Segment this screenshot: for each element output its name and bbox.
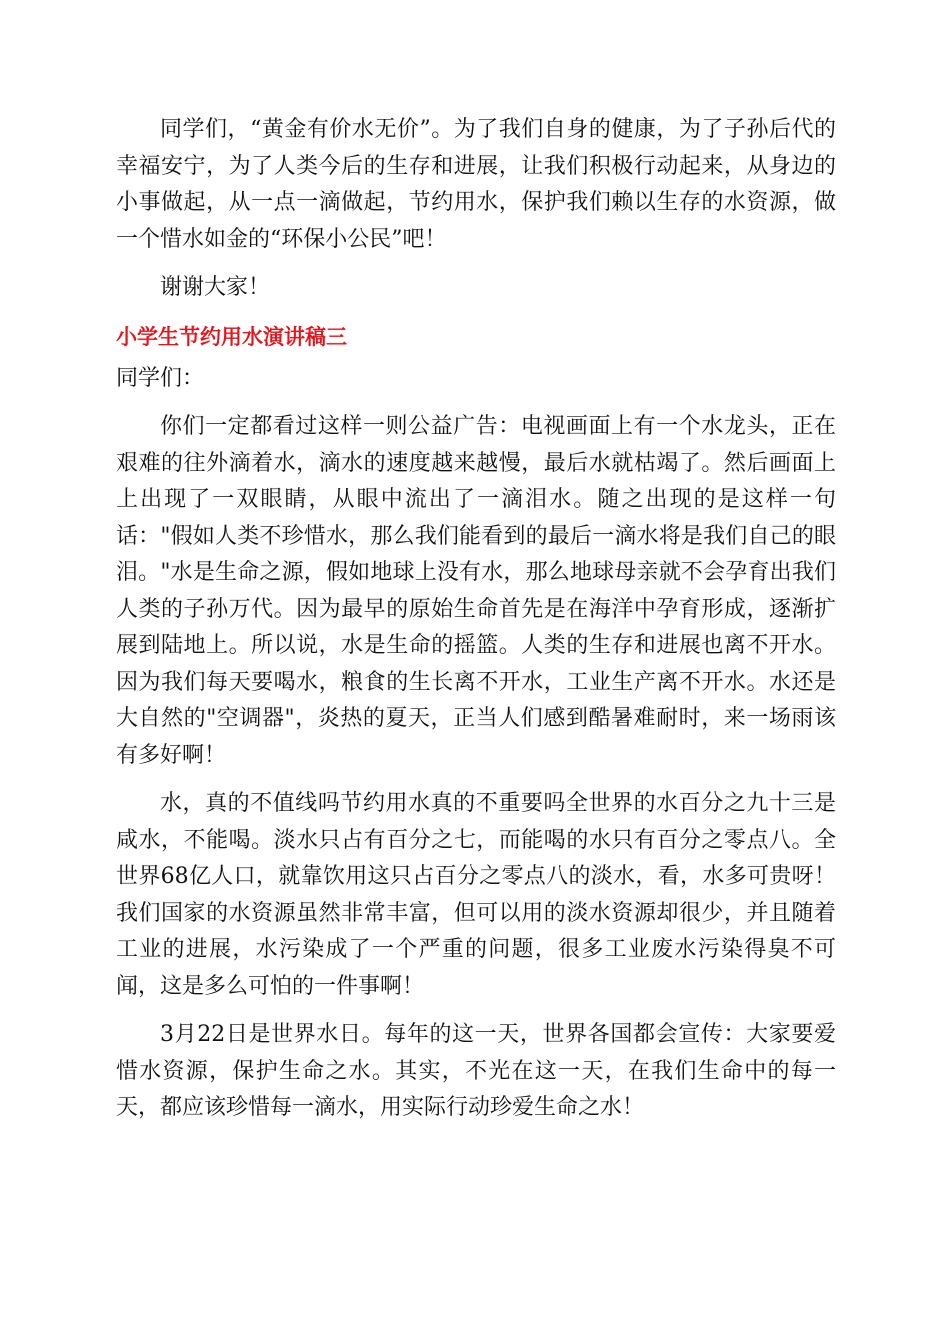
thanks-paragraph: 谢谢大家！ xyxy=(160,275,271,300)
body-paragraph-water-day: 3月22日是世界水日。每年的这一天，世界各国都会宣传：大家要爱惜水资源，保护生命之水。其实，不光在这一天，在我们生命中的每一天，都应该珍惜每一滴水，用实际行动珍爱生命之水！ xyxy=(116,1022,836,1120)
closing-paragraph: 同学们，“黄金有价水无价”。为了我们自身的健康，为了子孙后代的幸福安宁，为了人类今后的生存和进展，让我们积极行动起来，从身边的小事做起，从一点一滴做起，节约用水，保护我们赖以生存的水资源，做一个惜水如金的“环保小公民”吧！ xyxy=(116,117,836,252)
body-paragraph-freshwater: 水，真的不值线吗节约用水真的不重要吗全世界的水百分之九十三是咸水，不能喝。淡水只占有百分之七，而能喝的水只有百分之零点八。全世界68亿人口，就靠饮用这只占百分之零点八的淡水，看，水多可贵呀！我们国家的水资源虽然非常丰富，但可以用的淡水资源却很少，并且随着工业的进展，水污染成了一个严重的问题，很多工业废水污染得臭不可闻，这是多么可怕的一件事啊！ xyxy=(116,791,836,999)
body-paragraph-ad: 你们一定都看过这样一则公益广告：电视画面上有一个水龙头，正在艰难的往外滴着水，滴水的速度越来越慢，最后水就枯竭了。然后画面上上出现了一双眼睛，从眼中流出了一滴泪水。随之出现的是这样一句话："假如人类不珍惜水，那么我们能看到的最后一滴水将是我们自己的眼泪。"水是生命之源，假如地球上没有水，那么地球母亲就不会孕育出我们人类的子孙万代。因为最早的原始生命首先是在海洋中孕育形成，逐渐扩展到陆地上。所以说，水是生命的摇篮。人类的生存和进展也离不开水。因为我们每天要喝水，粮食的生长离不开水，工业生产离不开水。水还是大自然的"空调器"，炎热的夏天，正当人们感到酷暑难耐时，来一场雨该有多好啊！ xyxy=(116,414,836,768)
document-body xyxy=(116,112,836,1139)
section-heading: 小学生节约用水演讲稿三 xyxy=(116,324,347,349)
salutation: 同学们： xyxy=(116,365,205,391)
